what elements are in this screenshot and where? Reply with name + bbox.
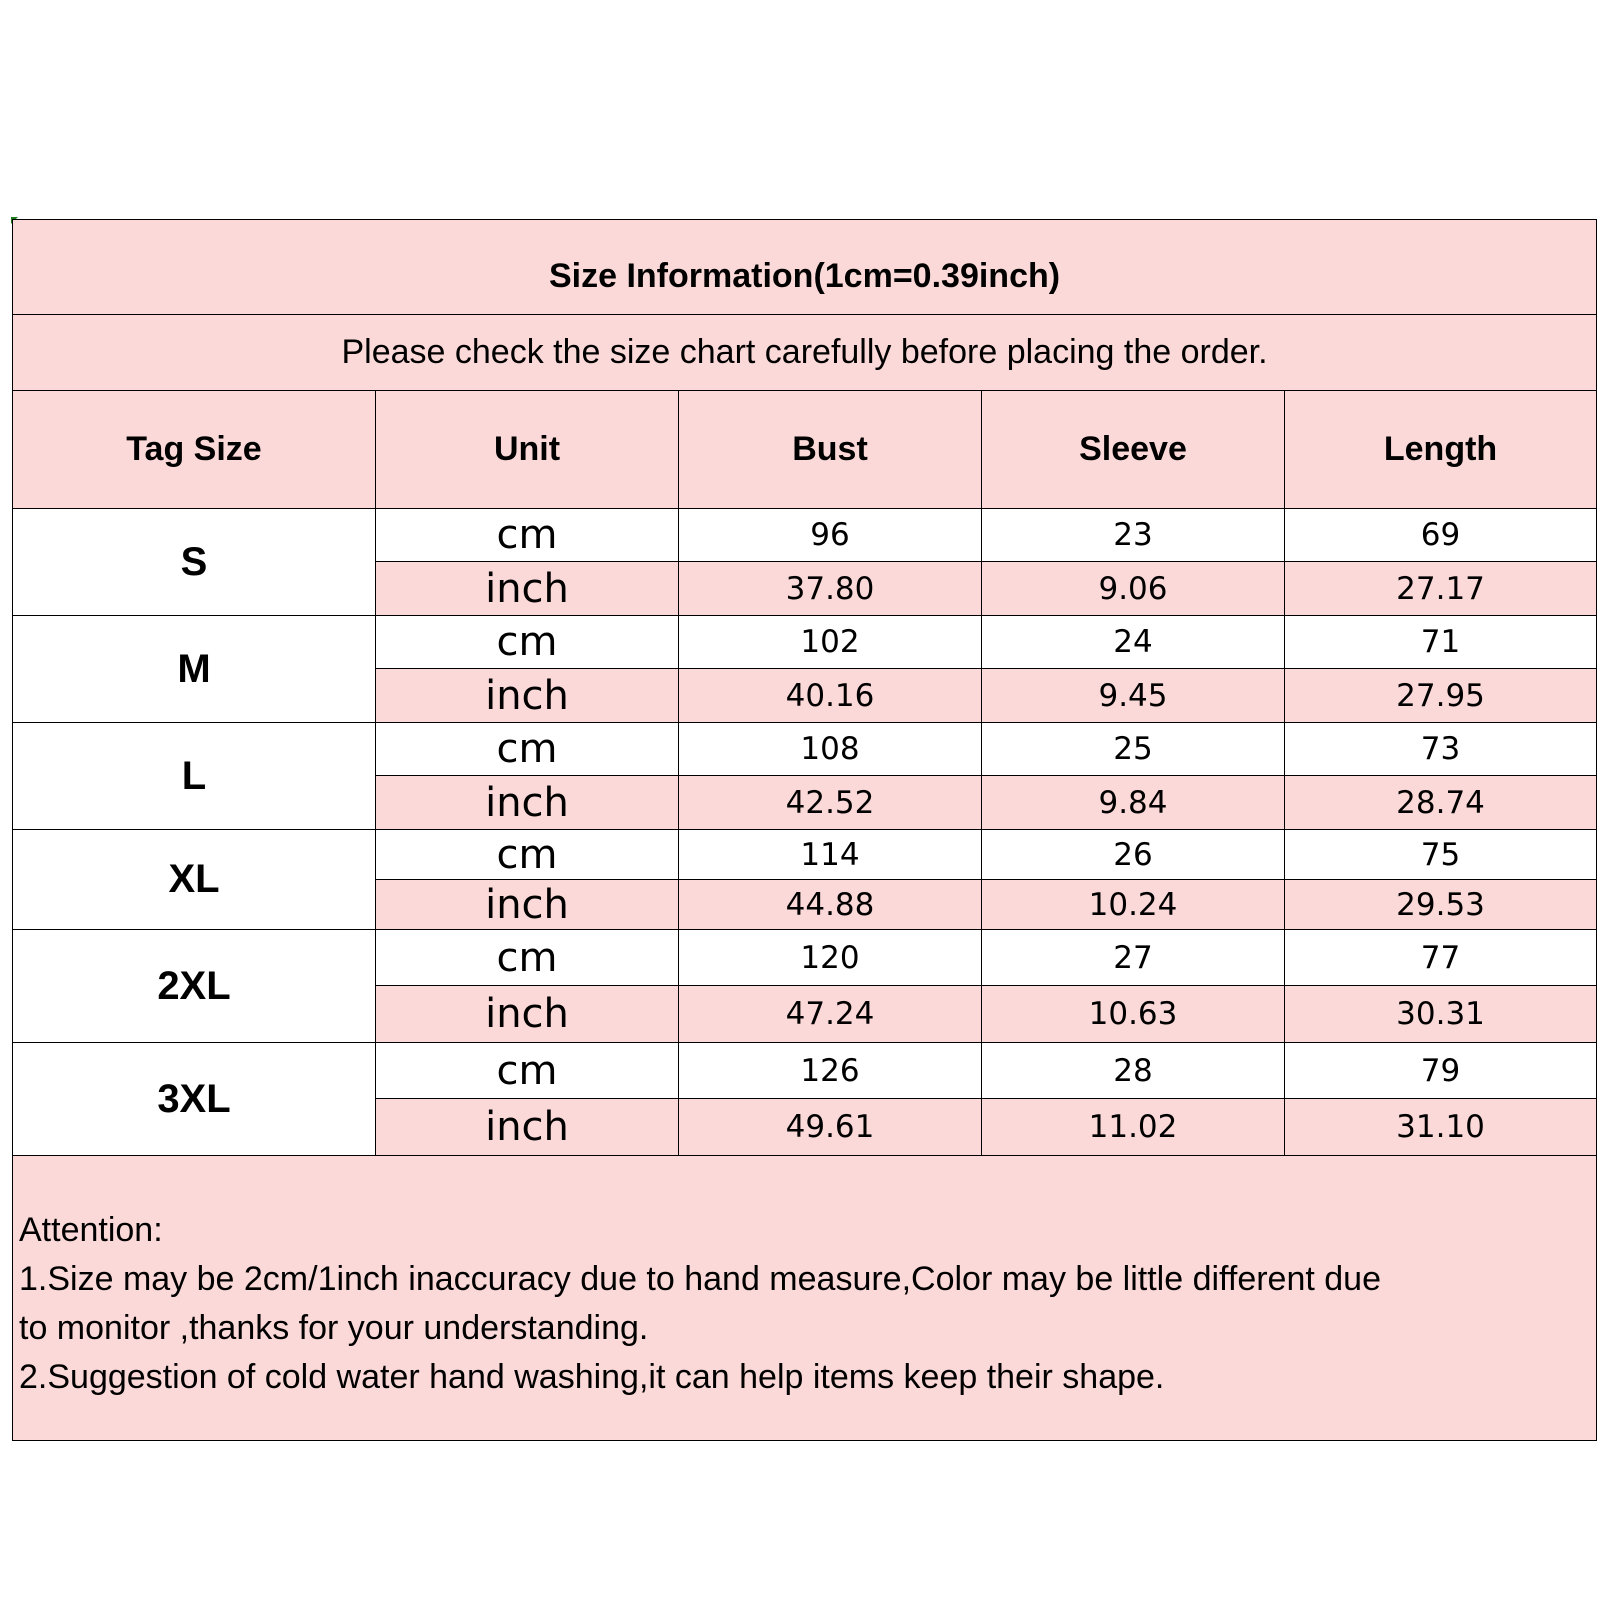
sleeve-cell: 9.84 <box>982 776 1285 830</box>
tag-size-cell: M <box>13 616 376 723</box>
sleeve-cell: 28 <box>982 1043 1285 1099</box>
tag-size-cell: 3XL <box>13 1043 376 1156</box>
bust-cell: 120 <box>679 930 982 986</box>
length-cell: 29.53 <box>1285 880 1597 930</box>
header-sleeve: Sleeve <box>982 391 1285 509</box>
bust-cell: 49.61 <box>679 1099 982 1156</box>
length-cell: 71 <box>1285 616 1597 669</box>
sleeve-cell: 9.45 <box>982 669 1285 723</box>
header-tag-size: Tag Size <box>13 391 376 509</box>
sleeve-cell: 10.24 <box>982 880 1285 930</box>
chart-subtitle: Please check the size chart carefully before placing the order. <box>13 315 1597 391</box>
unit-cell: inch <box>376 669 679 723</box>
bust-cell: 108 <box>679 723 982 776</box>
length-cell: 73 <box>1285 723 1597 776</box>
length-cell: 69 <box>1285 509 1597 562</box>
header-unit: Unit <box>376 391 679 509</box>
attention-line-1: 1.Size may be 2cm/1inch inaccuracy due to hand measure,Color may be little different due <box>19 1260 1381 1298</box>
unit-cell: cm <box>376 723 679 776</box>
attention-line-2: to monitor ,thanks for your understanding. <box>19 1309 649 1347</box>
bust-cell: 47.24 <box>679 986 982 1043</box>
unit-cell: cm <box>376 830 679 880</box>
table-row <box>13 1043 1597 1099</box>
bust-cell: 44.88 <box>679 880 982 930</box>
unit-cell: cm <box>376 509 679 562</box>
bust-cell: 126 <box>679 1043 982 1099</box>
table-row <box>13 930 1597 986</box>
unit-cell: cm <box>376 616 679 669</box>
bust-cell: 42.52 <box>679 776 982 830</box>
unit-cell: inch <box>376 1099 679 1156</box>
sleeve-cell: 27 <box>982 930 1285 986</box>
attention-line-3: 2.Suggestion of cold water hand washing,it can help items keep their shape. <box>19 1358 1165 1396</box>
length-cell: 27.17 <box>1285 562 1597 616</box>
tag-size-cell: XL <box>13 830 376 930</box>
length-cell: 77 <box>1285 930 1597 986</box>
unit-cell: cm <box>376 930 679 986</box>
length-cell: 79 <box>1285 1043 1597 1099</box>
header-length: Length <box>1285 391 1597 509</box>
table-row <box>13 830 1597 880</box>
sleeve-cell: 25 <box>982 723 1285 776</box>
sleeve-cell: 10.63 <box>982 986 1285 1043</box>
tag-size-cell: L <box>13 723 376 830</box>
tag-size-cell: S <box>13 509 376 616</box>
unit-cell: inch <box>376 562 679 616</box>
length-cell: 75 <box>1285 830 1597 880</box>
length-cell: 27.95 <box>1285 669 1597 723</box>
bust-cell: 40.16 <box>679 669 982 723</box>
table-row <box>13 616 1597 669</box>
size-table <box>12 219 1597 1441</box>
bust-cell: 37.80 <box>679 562 982 616</box>
table-row <box>13 723 1597 776</box>
bust-cell: 96 <box>679 509 982 562</box>
size-chart <box>12 219 1596 1441</box>
bust-cell: 102 <box>679 616 982 669</box>
unit-cell: cm <box>376 1043 679 1099</box>
header-bust: Bust <box>679 391 982 509</box>
attention-heading: Attention: <box>19 1211 163 1249</box>
length-cell: 30.31 <box>1285 986 1597 1043</box>
unit-cell: inch <box>376 986 679 1043</box>
attention-notes <box>13 1156 1597 1441</box>
sleeve-cell: 9.06 <box>982 562 1285 616</box>
header-row <box>13 391 1597 509</box>
tag-size-cell: 2XL <box>13 930 376 1043</box>
sleeve-cell: 26 <box>982 830 1285 880</box>
sleeve-cell: 24 <box>982 616 1285 669</box>
table-row <box>13 509 1597 562</box>
unit-cell: inch <box>376 776 679 830</box>
bust-cell: 114 <box>679 830 982 880</box>
sleeve-cell: 23 <box>982 509 1285 562</box>
length-cell: 31.10 <box>1285 1099 1597 1156</box>
unit-cell: inch <box>376 880 679 930</box>
chart-title: Size Information(1cm=0.39inch) <box>13 220 1597 315</box>
length-cell: 28.74 <box>1285 776 1597 830</box>
sleeve-cell: 11.02 <box>982 1099 1285 1156</box>
